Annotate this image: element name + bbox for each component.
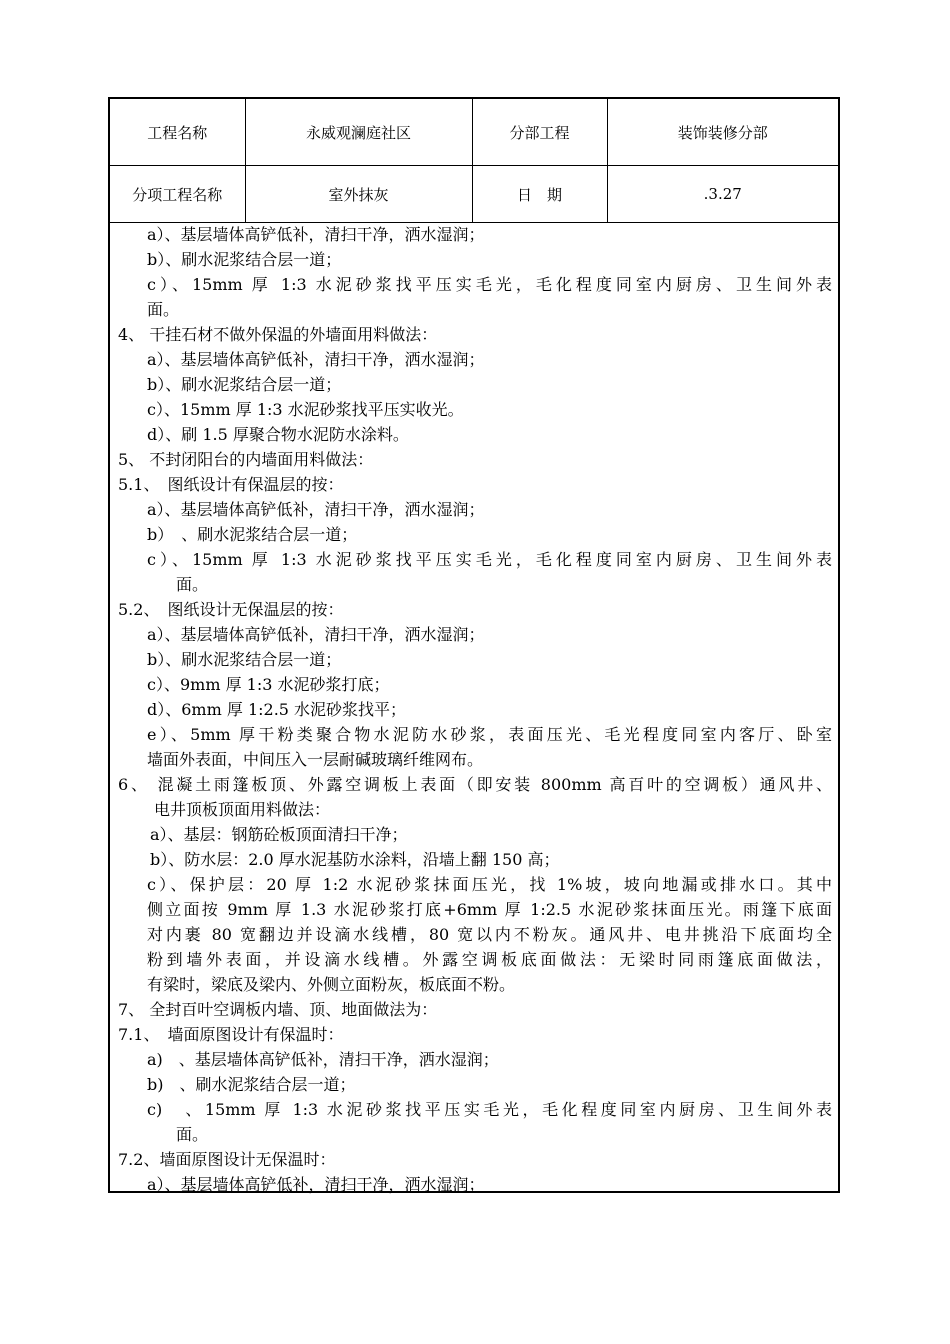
body-line: 7、 全封百叶空调板内墙、顶、地面做法为： xyxy=(118,1000,438,1019)
body-line: a）、基层墙体高铲低补，清扫干净，洒水湿润； xyxy=(147,625,485,644)
body-line: 5.2、 图纸设计无保温层的按： xyxy=(118,600,344,619)
body-line: b） 、刷水泥浆结合层一道； xyxy=(147,525,358,544)
body-line: 墙面外表面，中间压入一层耐碱玻璃纤维网布。 xyxy=(147,750,484,769)
subitem-label: 分项工程名称 xyxy=(110,166,245,223)
body-line: 粉到墙外表面，并设滴水线槽。外露空调板底面做法：无梁时同雨篷底面做法， xyxy=(147,950,832,969)
date-label: 日 期 xyxy=(472,166,607,223)
project-name-label: 工程名称 xyxy=(110,99,245,166)
body-line: b）、防水层：2.0 厚水泥基防水涂料，沿墙上翻 150 高； xyxy=(150,850,560,869)
project-name-value: 永威观澜庭社区 xyxy=(245,99,472,166)
body-line: a）、基层墙体高铲低补，清扫干净，洒水湿润； xyxy=(147,1175,485,1194)
body-line: b）、刷水泥浆结合层一道； xyxy=(147,650,342,669)
body-line: 电井顶板顶面用料做法： xyxy=(154,800,331,819)
body-line: 7.2、墙面原图设计无保温时： xyxy=(118,1150,336,1169)
body-line: b）、刷水泥浆结合层一道； xyxy=(147,250,342,269)
body-line: 4、 干挂石材不做外保温的外墙面用料做法： xyxy=(118,325,438,344)
body-line: 对内裹 80 宽翻边并设滴水线槽，80 宽以内不粉灰。通风井、电井挑沿下底面均全 xyxy=(147,925,832,944)
body-line: 5.1、 图纸设计有保温层的按： xyxy=(118,475,344,494)
body-line: a）、基层墙体高铲低补，清扫干净，洒水湿润； xyxy=(147,350,485,369)
body-line: a）、基层墙体高铲低补，清扫干净，洒水湿润； xyxy=(147,500,485,519)
division-label: 分部工程 xyxy=(472,99,607,166)
body-line: d）、刷 1.5 厚聚合物水泥防水涂料。 xyxy=(147,425,409,444)
body-line: 面。 xyxy=(176,575,209,594)
body-line: c）、15mm 厚 1:3 水泥砂浆找平压实收光。 xyxy=(147,400,464,419)
body-line: b）、刷水泥浆结合层一道； xyxy=(147,375,342,394)
body-line: 6、 混凝土雨篷板顶、外露空调板上表面（即安装 800mm 高百叶的空调板）通风井、 xyxy=(118,775,832,794)
body-line: 面。 xyxy=(176,1125,209,1144)
body-line: b) 、刷水泥浆结合层一道； xyxy=(147,1075,356,1094)
header-row-1 xyxy=(110,99,838,166)
body-line: a) 、基层墙体高铲低补，清扫干净，洒水湿润； xyxy=(147,1050,499,1069)
body-line: 侧立面按 9mm 厚 1.3 水泥砂浆打底+6mm 厚 1:2.5 水泥砂浆抹面压光。雨篷下底面 xyxy=(147,900,832,919)
body-line: d）、6mm 厚 1:2.5 水泥砂浆找平； xyxy=(147,700,407,719)
body-line: c）、保护层：20 厚 1:2 水泥砂浆抹面压光，找 1%坡，坡向地漏或排水口。其中 xyxy=(147,875,832,894)
document-frame xyxy=(108,97,840,1193)
body-line: c) 、15mm 厚 1:3 水泥砂浆找平压实毛光，毛化程度同室内厨房、卫生间外表 xyxy=(147,1100,832,1119)
body-line: c）、15mm 厚 1:3 水泥砂浆找平压实毛光，毛化程度同室内厨房、卫生间外表 xyxy=(147,275,832,294)
body-line: 7.1、 墙面原图设计有保温时： xyxy=(118,1025,344,1044)
header-table xyxy=(110,99,838,223)
date-value: .3.27 xyxy=(607,166,838,223)
division-value: 装饰装修分部 xyxy=(607,99,838,166)
body-line: a）、基层：钢筋砼板顶面清扫干净； xyxy=(150,825,408,844)
subitem-value: 室外抹灰 xyxy=(245,166,472,223)
body-line: c）、15mm 厚 1:3 水泥砂浆找平压实毛光，毛化程度同室内厨房、卫生间外表 xyxy=(147,550,832,569)
body-line: a）、基层墙体高铲低补，清扫干净，洒水湿润； xyxy=(147,225,485,244)
body-line: e）、5mm 厚干粉类聚合物水泥防水砂浆，表面压光、毛光程度同室内客厅、卧室 xyxy=(147,725,832,744)
body-line: 有梁时，梁底及梁内、外侧立面粉灰，板底面不粉。 xyxy=(147,975,516,994)
body-line: c）、9mm 厚 1:3 水泥砂浆打底； xyxy=(147,675,390,694)
body-line: 面。 xyxy=(147,300,180,319)
header-row-2 xyxy=(110,166,838,223)
body-line: 5、 不封闭阳台的内墙面用料做法： xyxy=(118,450,374,469)
